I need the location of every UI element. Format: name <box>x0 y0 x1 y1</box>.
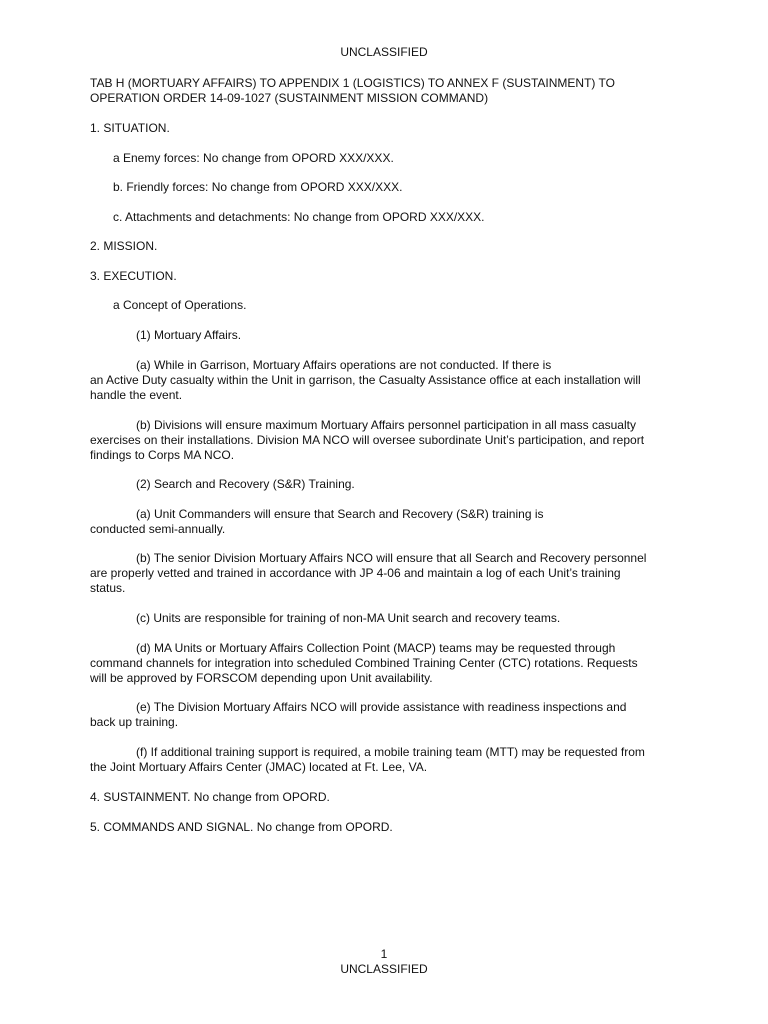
ma-para-a-line-3: handle the event. <box>90 388 183 402</box>
sr-para-a-line-2: conducted semi-annually. <box>90 522 226 536</box>
sustainment-heading: 4. SUSTAINMENT. No change from OPORD. <box>90 790 330 804</box>
title-line-2: OPERATION ORDER 14-09-1027 (SUSTAINMENT MISSION COMMAND) <box>90 91 489 105</box>
ma-para-b-line-3: findings to Corps MA NCO. <box>90 448 235 462</box>
sr-para-d-line-3: will be approved by FORSCOM depending upon Unit availability. <box>90 671 433 685</box>
sr-para-e-line-1: (e) The Division Mortuary Affairs NCO will provide assistance with readiness inspections and <box>136 700 627 714</box>
mortuary-affairs-heading: (1) Mortuary Affairs. <box>136 328 242 342</box>
sr-para-f-line-1: (f) If additional training support is required, a mobile training team (MTT) may be requested from <box>136 745 645 759</box>
mission-heading: 2. MISSION. <box>90 239 158 253</box>
sr-para-b-line-1: (b) The senior Division Mortuary Affairs NCO will ensure that all Search and Recovery personnel <box>136 551 647 565</box>
commands-signal-heading: 5. COMMANDS AND SIGNAL. No change from OPORD. <box>90 820 393 834</box>
header-classification: UNCLASSIFIED <box>340 45 428 59</box>
ma-para-a-line-1: (a) While in Garrison, Mortuary Affairs operations are not conducted. If there is <box>136 358 552 372</box>
sr-para-d-line-1: (d) MA Units or Mortuary Affairs Collection Point (MACP) teams may be requested through <box>136 641 616 655</box>
sr-para-f-line-2: the Joint Mortuary Affairs Center (JMAC) located at Ft. Lee, VA. <box>90 760 428 774</box>
sr-para-d-line-2: command channels for integration into scheduled Combined Training Center (CTC) rotations. Requests <box>90 656 638 670</box>
footer-classification: UNCLASSIFIED <box>340 962 428 976</box>
sr-heading: (2) Search and Recovery (S&R) Training. <box>136 477 355 491</box>
ma-para-b-line-2: exercises on their installations. Division MA NCO will oversee subordinate Unit’s participation, and report <box>90 433 645 447</box>
sr-para-e-line-2: back up training. <box>90 715 179 729</box>
concept-of-operations: a Concept of Operations. <box>113 298 247 312</box>
attachments: c. Attachments and detachments: No change from OPORD XXX/XXX. <box>113 210 485 224</box>
title-line-1: TAB H (MORTUARY AFFAIRS) TO APPENDIX 1 (LOGISTICS) TO ANNEX F (SUSTAINMENT) TO <box>90 76 615 90</box>
ma-para-a-line-2: an Active Duty casualty within the Unit in garrison, the Casualty Assistance office at each installation will <box>90 373 641 387</box>
friendly-forces: b. Friendly forces: No change from OPORD XXX/XXX. <box>113 180 403 194</box>
ma-para-b-line-1: (b) Divisions will ensure maximum Mortuary Affairs personnel participation in all mass casualty <box>136 418 636 432</box>
sr-para-c-line-1: (c) Units are responsible for training of non-MA Unit search and recovery teams. <box>136 611 561 625</box>
sr-para-b-line-3: status. <box>90 581 126 595</box>
page-number: 1 <box>380 947 388 961</box>
enemy-forces: a Enemy forces: No change from OPORD XXX/XXX. <box>113 151 394 165</box>
sr-para-b-line-2: are properly vetted and trained in accordance with JP 4-06 and maintain a log of each Unit’s training <box>90 566 621 580</box>
situation-heading: 1. SITUATION. <box>90 121 170 135</box>
execution-heading: 3. EXECUTION. <box>90 269 177 283</box>
sr-para-a-line-1: (a) Unit Commanders will ensure that Search and Recovery (S&R) training is <box>136 507 544 521</box>
